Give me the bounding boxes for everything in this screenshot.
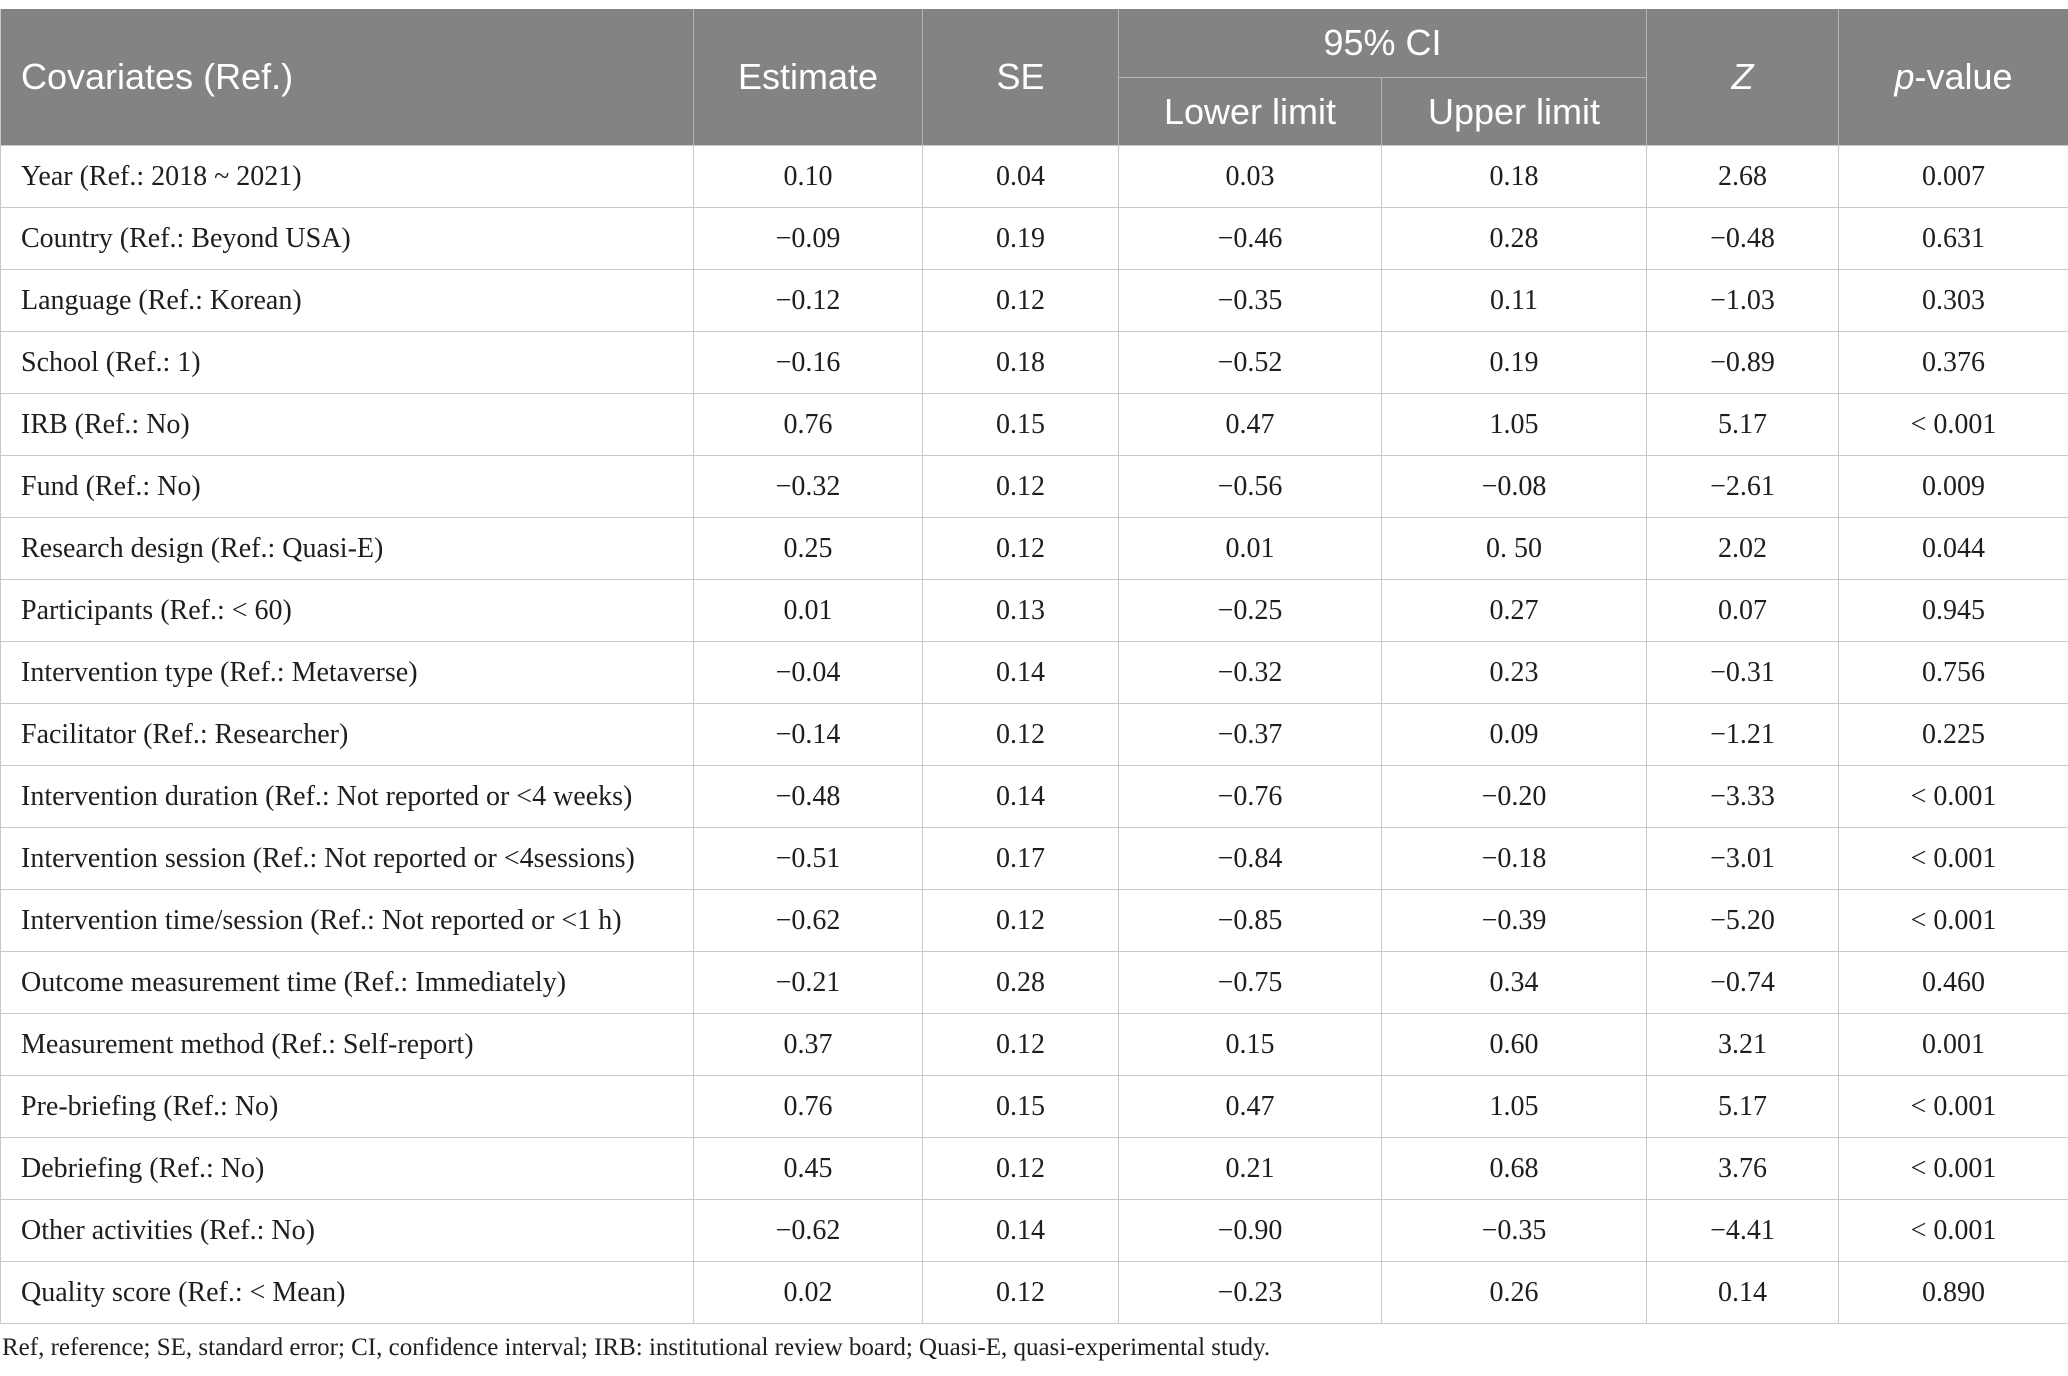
covariate-cell: Research design (Ref.: Quasi-E) <box>1 518 694 580</box>
header-lower-limit: Lower limit <box>1119 78 1382 146</box>
meta-regression-table <box>0 9 2068 1324</box>
lower-limit-cell: 0.47 <box>1119 394 1382 456</box>
covariate-cell: Debriefing (Ref.: No) <box>1 1138 694 1200</box>
z-cell: 5.17 <box>1647 1076 1839 1138</box>
table-row <box>1 518 2068 580</box>
estimate-cell: −0.62 <box>694 890 923 952</box>
covariate-cell: School (Ref.: 1) <box>1 332 694 394</box>
covariate-cell: Fund (Ref.: No) <box>1 456 694 518</box>
table-row <box>1 1262 2068 1324</box>
lower-limit-cell: −0.37 <box>1119 704 1382 766</box>
lower-limit-cell: −0.46 <box>1119 208 1382 270</box>
z-cell: 3.21 <box>1647 1014 1839 1076</box>
se-cell: 0.19 <box>923 208 1119 270</box>
se-cell: 0.04 <box>923 146 1119 208</box>
header-z <box>1647 9 1839 146</box>
se-cell: 0.15 <box>923 1076 1119 1138</box>
estimate-cell: 0.25 <box>694 518 923 580</box>
p-value-cell: 0.756 <box>1839 642 2068 704</box>
p-value-cell: 0.460 <box>1839 952 2068 1014</box>
lower-limit-cell: −0.52 <box>1119 332 1382 394</box>
upper-limit-cell: 0.18 <box>1382 146 1647 208</box>
p-value-cell: < 0.001 <box>1839 1076 2068 1138</box>
z-cell: −3.01 <box>1647 828 1839 890</box>
z-cell: 0.14 <box>1647 1262 1839 1324</box>
covariate-cell: Facilitator (Ref.: Researcher) <box>1 704 694 766</box>
lower-limit-cell: −0.75 <box>1119 952 1382 1014</box>
covariate-cell: Other activities (Ref.: No) <box>1 1200 694 1262</box>
estimate-cell: 0.10 <box>694 146 923 208</box>
lower-limit-cell: −0.76 <box>1119 766 1382 828</box>
se-cell: 0.12 <box>923 1262 1119 1324</box>
se-cell: 0.17 <box>923 828 1119 890</box>
upper-limit-cell: 0.28 <box>1382 208 1647 270</box>
se-cell: 0.18 <box>923 332 1119 394</box>
estimate-cell: 0.45 <box>694 1138 923 1200</box>
lower-limit-cell: 0.21 <box>1119 1138 1382 1200</box>
z-cell: −0.48 <box>1647 208 1839 270</box>
table-row <box>1 890 2068 952</box>
p-value-cell: < 0.001 <box>1839 828 2068 890</box>
estimate-cell: 0.02 <box>694 1262 923 1324</box>
upper-limit-cell: 0.27 <box>1382 580 1647 642</box>
header-upper-limit: Upper limit <box>1382 78 1647 146</box>
upper-limit-cell: 1.05 <box>1382 1076 1647 1138</box>
estimate-cell: 0.76 <box>694 1076 923 1138</box>
covariate-cell: Pre-briefing (Ref.: No) <box>1 1076 694 1138</box>
covariate-cell: Year (Ref.: 2018 ~ 2021) <box>1 146 694 208</box>
lower-limit-cell: −0.32 <box>1119 642 1382 704</box>
header-z-label: Z <box>1731 56 1754 97</box>
table-row <box>1 456 2068 518</box>
table-row <box>1 1076 2068 1138</box>
header-estimate: Estimate <box>694 9 923 146</box>
header-p-suffix: -value <box>1914 56 2013 97</box>
p-value-cell: 0.376 <box>1839 332 2068 394</box>
p-value-cell: 0.631 <box>1839 208 2068 270</box>
table-header <box>1 9 2068 146</box>
se-cell: 0.12 <box>923 518 1119 580</box>
lower-limit-cell: −0.85 <box>1119 890 1382 952</box>
se-cell: 0.14 <box>923 1200 1119 1262</box>
header-p-value <box>1839 9 2068 146</box>
p-value-cell: 0.044 <box>1839 518 2068 580</box>
estimate-cell: −0.09 <box>694 208 923 270</box>
upper-limit-cell: 0.68 <box>1382 1138 1647 1200</box>
z-cell: −0.89 <box>1647 332 1839 394</box>
lower-limit-cell: −0.84 <box>1119 828 1382 890</box>
table-row <box>1 1200 2068 1262</box>
z-cell: −0.31 <box>1647 642 1839 704</box>
p-value-cell: < 0.001 <box>1839 766 2068 828</box>
table-row <box>1 394 2068 456</box>
lower-limit-cell: 0.47 <box>1119 1076 1382 1138</box>
lower-limit-cell: −0.90 <box>1119 1200 1382 1262</box>
header-95-ci: 95% CI <box>1119 9 1647 78</box>
upper-limit-cell: −0.08 <box>1382 456 1647 518</box>
covariate-cell: Intervention duration (Ref.: Not reported or <4 weeks) <box>1 766 694 828</box>
covariate-cell: Outcome measurement time (Ref.: Immediately) <box>1 952 694 1014</box>
se-cell: 0.12 <box>923 1014 1119 1076</box>
p-value-cell: < 0.001 <box>1839 1138 2068 1200</box>
table-footnote: Ref, reference; SE, standard error; CI, confidence interval; IRB: institutional review board; Quasi-E, quasi-experimental study. <box>2 1334 1271 1361</box>
lower-limit-cell: 0.01 <box>1119 518 1382 580</box>
upper-limit-cell: 0.26 <box>1382 1262 1647 1324</box>
se-cell: 0.14 <box>923 766 1119 828</box>
table-row <box>1 208 2068 270</box>
upper-limit-cell: 0.09 <box>1382 704 1647 766</box>
covariate-cell: Language (Ref.: Korean) <box>1 270 694 332</box>
table-row <box>1 704 2068 766</box>
se-cell: 0.12 <box>923 890 1119 952</box>
lower-limit-cell: −0.56 <box>1119 456 1382 518</box>
p-value-cell: < 0.001 <box>1839 890 2068 952</box>
z-cell: 0.07 <box>1647 580 1839 642</box>
table-row <box>1 580 2068 642</box>
p-value-cell: < 0.001 <box>1839 394 2068 456</box>
table-row <box>1 766 2068 828</box>
p-value-cell: 0.001 <box>1839 1014 2068 1076</box>
se-cell: 0.12 <box>923 704 1119 766</box>
header-covariates: Covariates (Ref.) <box>1 9 694 146</box>
covariate-cell: Quality score (Ref.: < Mean) <box>1 1262 694 1324</box>
covariate-cell: Participants (Ref.: < 60) <box>1 580 694 642</box>
estimate-cell: −0.62 <box>694 1200 923 1262</box>
table-row <box>1 270 2068 332</box>
regression-table-container <box>0 9 2068 1324</box>
table-row <box>1 828 2068 890</box>
upper-limit-cell: −0.39 <box>1382 890 1647 952</box>
lower-limit-cell: −0.35 <box>1119 270 1382 332</box>
lower-limit-cell: 0.03 <box>1119 146 1382 208</box>
upper-limit-cell: −0.18 <box>1382 828 1647 890</box>
se-cell: 0.13 <box>923 580 1119 642</box>
estimate-cell: −0.51 <box>694 828 923 890</box>
upper-limit-cell: 1.05 <box>1382 394 1647 456</box>
p-value-cell: 0.945 <box>1839 580 2068 642</box>
p-value-cell: 0.007 <box>1839 146 2068 208</box>
covariate-cell: Measurement method (Ref.: Self-report) <box>1 1014 694 1076</box>
z-cell: −0.74 <box>1647 952 1839 1014</box>
covariate-cell: Intervention time/session (Ref.: Not reported or <1 h) <box>1 890 694 952</box>
covariate-cell: Intervention session (Ref.: Not reported or <4sessions) <box>1 828 694 890</box>
estimate-cell: −0.48 <box>694 766 923 828</box>
table-row <box>1 1014 2068 1076</box>
upper-limit-cell: 0.60 <box>1382 1014 1647 1076</box>
lower-limit-cell: 0.15 <box>1119 1014 1382 1076</box>
p-value-cell: 0.890 <box>1839 1262 2068 1324</box>
z-cell: −4.41 <box>1647 1200 1839 1262</box>
upper-limit-cell: 0. 50 <box>1382 518 1647 580</box>
header-p-italic: p <box>1894 56 1915 97</box>
upper-limit-cell: −0.35 <box>1382 1200 1647 1262</box>
p-value-cell: 0.225 <box>1839 704 2068 766</box>
lower-limit-cell: −0.25 <box>1119 580 1382 642</box>
covariate-cell: IRB (Ref.: No) <box>1 394 694 456</box>
covariate-cell: Country (Ref.: Beyond USA) <box>1 208 694 270</box>
z-cell: 5.17 <box>1647 394 1839 456</box>
table-body <box>1 146 2068 1324</box>
z-cell: −1.21 <box>1647 704 1839 766</box>
upper-limit-cell: 0.23 <box>1382 642 1647 704</box>
se-cell: 0.28 <box>923 952 1119 1014</box>
estimate-cell: −0.04 <box>694 642 923 704</box>
upper-limit-cell: 0.11 <box>1382 270 1647 332</box>
p-value-cell: 0.009 <box>1839 456 2068 518</box>
covariate-cell: Intervention type (Ref.: Metaverse) <box>1 642 694 704</box>
se-cell: 0.12 <box>923 1138 1119 1200</box>
se-cell: 0.15 <box>923 394 1119 456</box>
table-row <box>1 332 2068 394</box>
z-cell: −5.20 <box>1647 890 1839 952</box>
upper-limit-cell: 0.19 <box>1382 332 1647 394</box>
se-cell: 0.12 <box>923 456 1119 518</box>
z-cell: −2.61 <box>1647 456 1839 518</box>
header-se: SE <box>923 9 1119 146</box>
upper-limit-cell: −0.20 <box>1382 766 1647 828</box>
se-cell: 0.14 <box>923 642 1119 704</box>
se-cell: 0.12 <box>923 270 1119 332</box>
table-row <box>1 952 2068 1014</box>
estimate-cell: −0.21 <box>694 952 923 1014</box>
z-cell: −3.33 <box>1647 766 1839 828</box>
table-row <box>1 642 2068 704</box>
estimate-cell: −0.14 <box>694 704 923 766</box>
estimate-cell: −0.32 <box>694 456 923 518</box>
estimate-cell: 0.01 <box>694 580 923 642</box>
p-value-cell: 0.303 <box>1839 270 2068 332</box>
table-row <box>1 1138 2068 1200</box>
z-cell: 3.76 <box>1647 1138 1839 1200</box>
z-cell: −1.03 <box>1647 270 1839 332</box>
table-row <box>1 146 2068 208</box>
lower-limit-cell: −0.23 <box>1119 1262 1382 1324</box>
estimate-cell: 0.76 <box>694 394 923 456</box>
upper-limit-cell: 0.34 <box>1382 952 1647 1014</box>
estimate-cell: −0.12 <box>694 270 923 332</box>
estimate-cell: −0.16 <box>694 332 923 394</box>
p-value-cell: < 0.001 <box>1839 1200 2068 1262</box>
estimate-cell: 0.37 <box>694 1014 923 1076</box>
z-cell: 2.68 <box>1647 146 1839 208</box>
z-cell: 2.02 <box>1647 518 1839 580</box>
